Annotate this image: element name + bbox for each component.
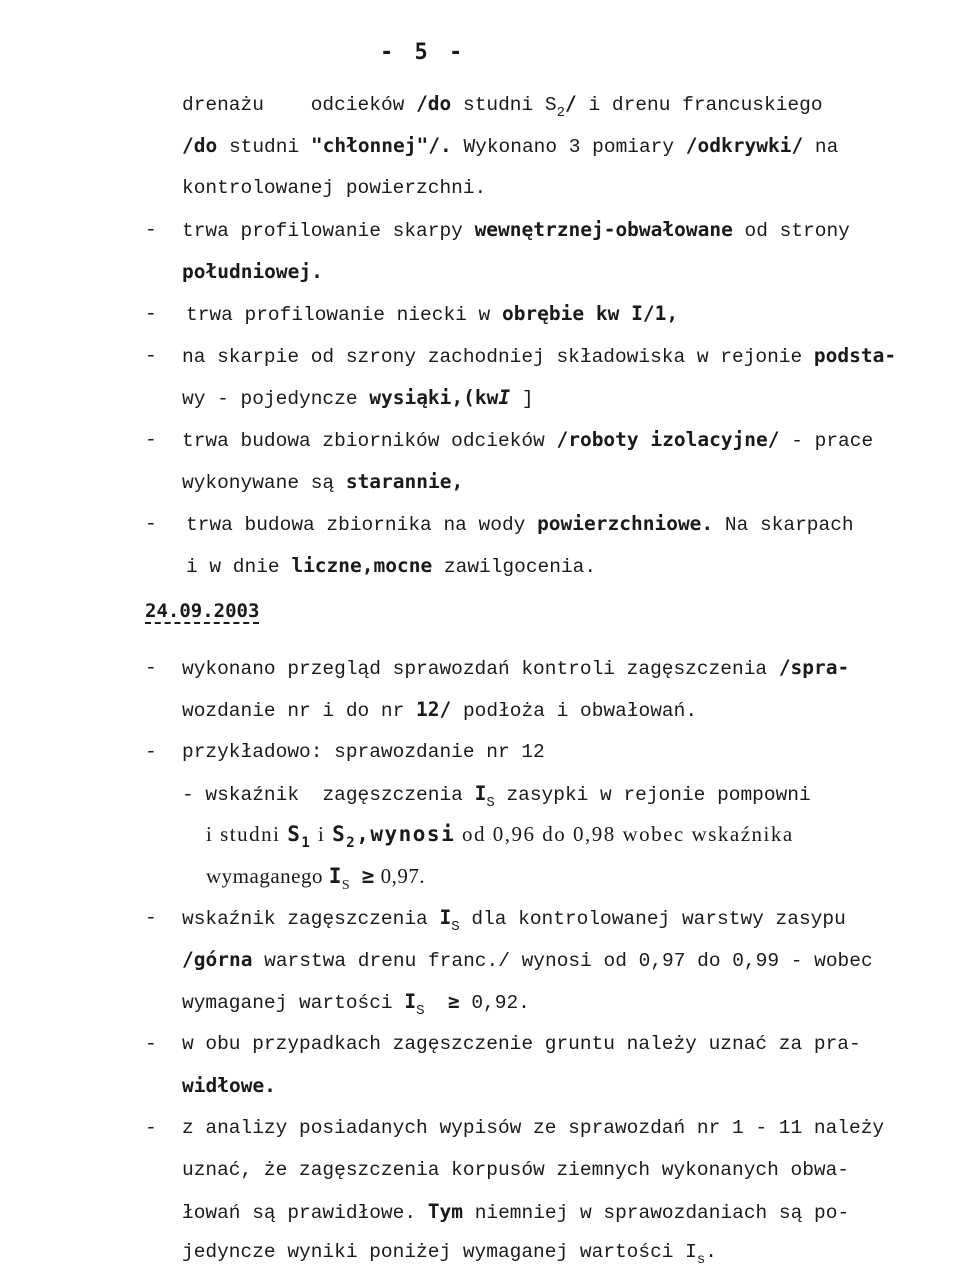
list-dash: -	[145, 219, 157, 241]
list-dash: -	[145, 907, 157, 929]
text-line-26: łowań są prawidłowe. Tym niemniej w sprawozdaniach są po-	[182, 1200, 850, 1224]
page-number: - 5 -	[380, 40, 467, 65]
text-line-12: i w dnie liczne,mocne zawilgocenia.	[186, 554, 597, 578]
text-line-17: i studni $S_1$ i $S_2,wynosi$ od 0,96 do 0,98 wobec wskaźnika	[206, 822, 794, 851]
text-line-10: wykonywane są starannie,	[182, 470, 464, 494]
text-line-18: wymaganego $I_S \ge 0,97$.	[206, 864, 426, 893]
text-line-7: na skarpie od szrony zachodniej składowiska w rejonie podsta-	[182, 344, 897, 368]
list-dash: -	[145, 303, 157, 325]
list-dash: -	[145, 657, 157, 679]
text-line-5: południowej.	[182, 260, 323, 283]
date-heading: 24.09.2003	[145, 600, 260, 622]
text-line-14: wozdanie nr i do nr 12/ podłoża i obwałowań.	[182, 698, 698, 722]
text-line-4: trwa profilowanie skarpy wewnętrznej-obwałowane od strony	[182, 218, 850, 242]
text-line-1: drenażu odcieków /do studni $S_2/$ i drenu francuskiego	[182, 92, 823, 121]
text-line-16: - wskaźnik zagęszczenia $I_S$ zasypki w rejonie pompowni	[182, 782, 811, 811]
text-line-22: w obu przypadkach zagęszczenie gruntu należy uznać za pra-	[182, 1033, 861, 1055]
text-line-19: wskaźnik zagęszczenia $I_S$ dla kontrolowanej warstwy zasypu	[182, 906, 846, 935]
text-line-11: trwa budowa zbiornika na wody powierzchniowe. Na skarpach	[186, 512, 854, 536]
text-line-3: kontrolowanej powierzchni.	[182, 177, 487, 199]
text-line-23: widłowe.	[182, 1074, 276, 1097]
text-line-27: jedyncze wyniki poniżej wymaganej wartości $I_s$.	[182, 1241, 717, 1268]
text-line-20: /górna warstwa drenu franc./ wynosi od 0,97 do 0,99 - wobec	[182, 948, 873, 972]
text-line-24: z analizy posiadanych wypisów ze sprawozdań nr 1 - 11 należy	[182, 1117, 885, 1139]
text-line-15: przykładowo: sprawozdanie nr 12	[182, 741, 545, 763]
list-dash: -	[145, 513, 157, 535]
list-dash: -	[145, 429, 157, 451]
list-dash: -	[145, 345, 157, 367]
text-line-8: wy - pojedyncze wysiąki,(kwI ]	[182, 386, 534, 410]
text-line-21: wymaganej wartości $I_S \ge 0,92$.	[182, 990, 530, 1019]
text-line-2: /do studni "chłonnej"/. Wykonano 3 pomiary /odkrywki/ na	[182, 134, 839, 158]
list-dash: -	[145, 741, 157, 763]
text-line-25: uznać, że zagęszczenia korpusów ziemnych wykonanych obwa-	[182, 1159, 850, 1181]
text-line-13: wykonano przegląd sprawozdań kontroli zagęszczenia /spra-	[182, 656, 850, 680]
list-dash: -	[145, 1033, 157, 1055]
text-line-9: trwa budowa zbiorników odcieków /roboty izolacyjne/ - prace	[182, 428, 874, 452]
list-dash: -	[145, 1117, 157, 1139]
text-line-6: trwa profilowanie niecki w obrębie kw I/1,	[186, 302, 679, 326]
